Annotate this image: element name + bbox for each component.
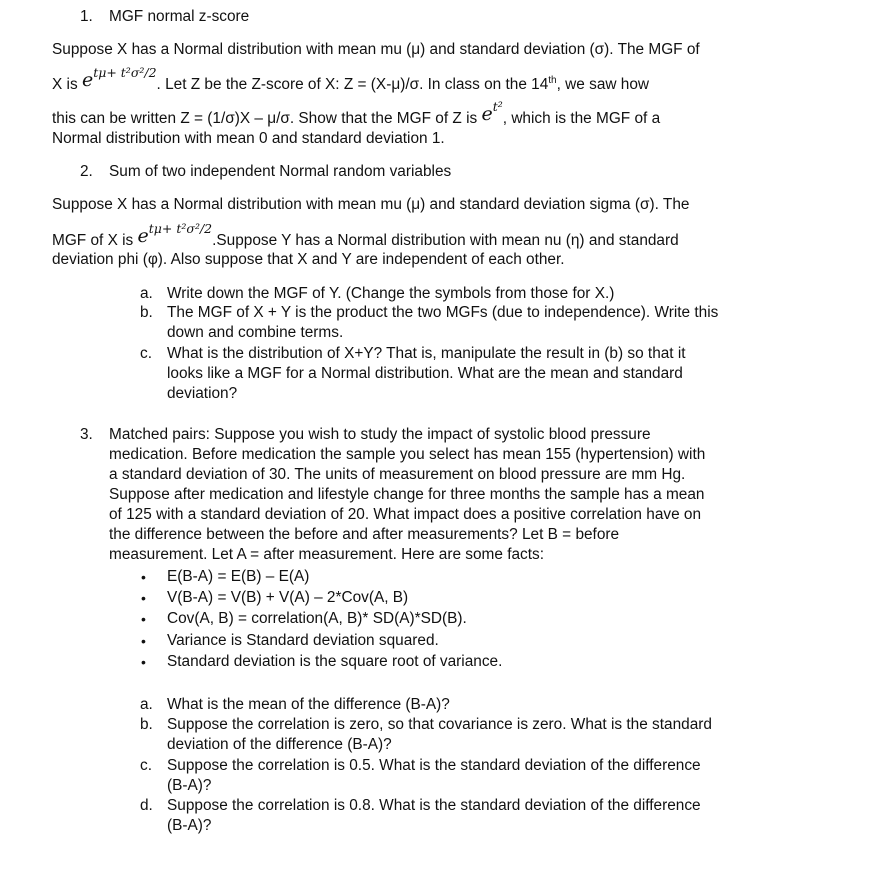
q3-item-b-line-2: deviation of the difference (B-A)? <box>167 736 392 753</box>
q2-item-c-line-3: deviation? <box>167 385 238 402</box>
q1-line-2-middle: . Let Z be the Z-score of X: Z = (X-μ)/σ. In class on the 14 <box>156 76 549 94</box>
q2-mgf-x-base: e <box>137 225 149 247</box>
q1-title: MGF normal z-score <box>109 8 250 25</box>
q3-line-4: Suppose after medication and lifestyle change for three months the sample has a mean <box>109 486 705 503</box>
q3-fact-5: Standard deviation is the square root of variance. <box>167 653 503 670</box>
q1-mgf-x-exponent: tμ+ t²σ²/2 <box>93 65 157 81</box>
q2-mgf-x-exponent: tμ+ t²σ²/2 <box>148 221 213 236</box>
q3-item-c-line-1: Suppose the correlation is 0.5. What is the standard deviation of the difference <box>167 757 701 774</box>
q1-line-1: Suppose X has a Normal distribution with mean mu (μ) and standard deviation (σ). The MGF of <box>52 41 700 58</box>
q2-number: 2. <box>80 163 93 180</box>
q2-line-3: deviation phi (φ). Also suppose that X and Y are independent of each other. <box>52 251 565 268</box>
q1-line-2 <box>52 65 650 95</box>
q3-line-3: a standard deviation of 30. The units of measurement on blood pressure are mm Hg. <box>109 466 686 483</box>
q3-item-d-label: d. <box>140 797 153 814</box>
q2-item-c-line-1: What is the distribution of X+Y? That is, manipulate the result in (b) so that it <box>167 345 686 362</box>
q3-item-c-line-2: (B-A)? <box>167 777 212 794</box>
q2-line-2-suffix: .Suppose Y has a Normal distribution with mean nu (η) and standard <box>212 232 679 249</box>
q1-line-3-prefix: this can be written Z = (1/σ)X – μ/σ. Show that the MGF of Z is <box>52 110 478 127</box>
q3-item-d-line-2: (B-A)? <box>167 817 212 834</box>
q3-fact-bullet-5: • <box>141 654 146 670</box>
q1-line-2-suffix: , we saw how <box>556 76 650 94</box>
q1-line-2-prefix: X is <box>52 76 78 94</box>
q3-fact-bullet-3: • <box>141 611 146 627</box>
q1-mgf-x-base: e <box>81 69 94 92</box>
q1-line-4: Normal distribution with mean 0 and standard deviation 1. <box>52 130 445 147</box>
q2-item-b-label: b. <box>140 304 153 321</box>
q3-item-b-label: b. <box>140 716 153 733</box>
q3-fact-1: E(B-A) = E(B) – E(A) <box>167 568 310 585</box>
q1-mgf-z <box>481 99 503 125</box>
q3-line-6: the difference between the before and after measurements? Let B = before <box>109 526 620 543</box>
q3-number: 3. <box>80 426 93 443</box>
q1-number: 1. <box>80 8 93 25</box>
q3-line-2: medication. Before medication the sample you select has mean 155 (hypertension) with <box>109 446 706 463</box>
q2-item-a-line-1: Write down the MGF of Y. (Change the symbols from those for X.) <box>167 285 615 302</box>
q2-mgf-x <box>137 221 213 247</box>
q1-mgf-z-exponent: t² <box>492 99 503 114</box>
q2-item-b-line-2: down and combine terms. <box>167 324 344 341</box>
q2-item-a-label: a. <box>140 285 153 302</box>
q3-fact-bullet-1: • <box>141 569 146 585</box>
q3-line-5: of 125 with a standard deviation of 20. What impact does a positive correlation have on <box>109 506 702 523</box>
q3-item-a-label: a. <box>140 696 153 713</box>
q3-line-1: Matched pairs: Suppose you wish to study the impact of systolic blood pressure <box>109 426 651 443</box>
q3-item-b-line-1: Suppose the correlation is zero, so that covariance is zero. What is the standard <box>167 716 712 733</box>
q2-line-2-prefix: MGF of X is <box>52 232 134 249</box>
q1-line-3-suffix: , which is the MGF of a <box>502 110 661 127</box>
q3-item-a-line-1: What is the mean of the difference (B-A)? <box>167 696 450 713</box>
q2-item-c-label: c. <box>140 345 152 362</box>
q1-line-3 <box>52 99 661 129</box>
q2-item-b-line-1: The MGF of X + Y is the product the two MGFs (due to independence). Write this <box>167 304 719 321</box>
q3-fact-4: Variance is Standard deviation squared. <box>167 632 439 649</box>
q3-item-d-line-1: Suppose the correlation is 0.8. What is the standard deviation of the difference <box>167 797 701 814</box>
q3-fact-bullet-4: • <box>141 633 146 649</box>
q2-title: Sum of two independent Normal random variables <box>109 163 452 180</box>
q1-ordinal-suffix: th <box>548 75 557 86</box>
q1-mgf-x <box>81 65 157 92</box>
q3-line-7: measurement. Let A = after measurement. Here are some facts: <box>109 546 544 563</box>
q3-item-c-label: c. <box>140 757 152 774</box>
q3-fact-bullet-2: • <box>141 590 146 606</box>
q3-fact-2: V(B-A) = V(B) + V(A) – 2*Cov(A, B) <box>167 589 409 606</box>
q2-line-1: Suppose X has a Normal distribution with mean mu (μ) and standard deviation sigma (σ). The <box>52 196 690 213</box>
q2-item-c-line-2: looks like a MGF for a Normal distribution. What are the mean and standard <box>167 365 683 382</box>
q3-fact-3: Cov(A, B) = correlation(A, B)* SD(A)*SD(B). <box>167 610 467 627</box>
q1-mgf-z-base: e <box>481 103 493 125</box>
